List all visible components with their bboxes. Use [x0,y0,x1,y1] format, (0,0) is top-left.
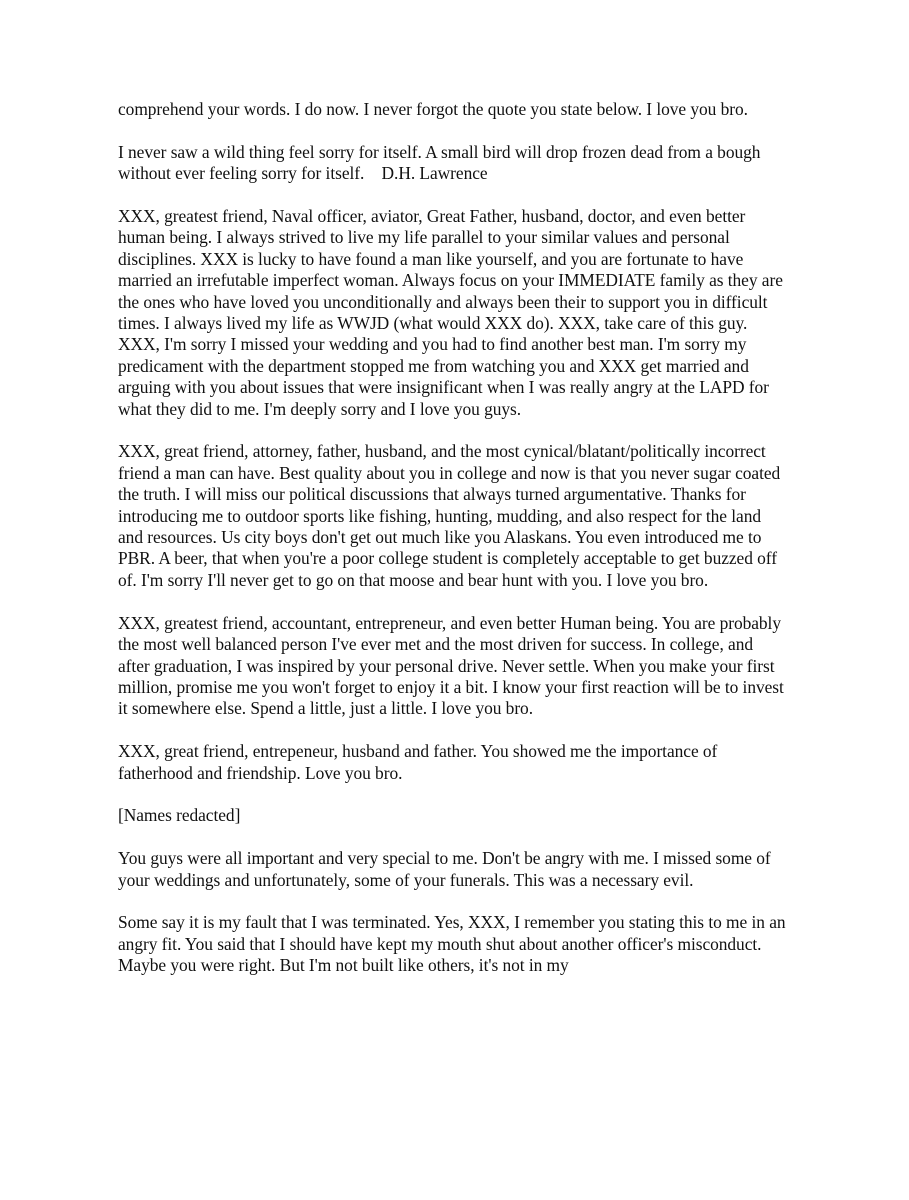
paragraph-lawrence-quote: I never saw a wild thing feel sorry for itself. A small bird will drop frozen dead from a bough without ever feeling sorry for itself. D.H. Lawrence [118,141,765,184]
paragraph-attorney-friend: XXX, great friend, attorney, father, husband, and the most cynical/blatant/politically incorrect friend a man can have. Best quality about you in college and now is that you never sugar coated the truth. I will miss our political discussions that always turned argumentative. Thanks for introducing me to outdoor sports like fishing, hunting, mudding, and also respect for the land and resources. Us city boys don't get out much like you Alaskans. You even introduced me to PBR. A beer, that when you're a poor college student is completely acceptable to get buzzed off of. I'm sorry I'll never get to go on that moose and bear hunt with you. I love you bro. [118,441,785,590]
paragraph-names-redacted: [Names redacted] [118,805,241,826]
paragraph-accountant-friend: XXX, greatest friend, accountant, entrepreneur, and even better Human being. You are probably the most well balanced person I've ever met and the most driven for success. In college, and after graduation, I was inspired by your personal drive. Never settle. When you make your first million, promise me you won't forget to enjoy it a bit. I know your first reaction will be to invest it somewhere else. Spend a little, just a little. I love you bro. [118,612,789,719]
paragraph-apology: You guys were all important and very special to me. Don't be angry with me. I missed some of your weddings and unfortunately, some of your funerals. This was a necessary evil. [118,848,775,890]
paragraph-termination: Some say it is my fault that I was terminated. Yes, XXX, I remember you stating this to me in an angry fit. You said that I should have kept my mouth shut about another officer's misconduct. Maybe you were right. But I'm not built like others, it's not in my [118,912,790,976]
paragraph-naval-officer-friend: XXX, greatest friend, Naval officer, aviator, Great Father, husband, doctor, and even better human being. I always strived to live my life parallel to your similar values and personal disciplines. XXX is lucky to have found a man like yourself, and you are fortunate to have married an irrefutable imperfect woman. Always focus on your IMMEDIATE family as they are the ones who have loved you unconditionally and always been their to support you in difficult times. I always lived my life as WWJD (what would XXX do). XXX, take care of this guy. XXX, I'm sorry I missed your wedding and you had to find another best man. I'm sorry my predicament with the department stopped me from watching you and XXX get married and arguing with you about issues that were insignificant when I was really angry at the LAPD for what they did to me. I'm deeply sorry and I love you guys. [118,206,788,419]
paragraph-quote-intro: comprehend your words. I do now. I never forgot the quote you state below. I love you bro. [118,99,748,119]
document-body [118,99,788,977]
paragraph-entrepreneur-friend: XXX, great friend, entrepeneur, husband and father. You showed me the importance of fatherhood and friendship. Love you bro. [118,741,722,783]
